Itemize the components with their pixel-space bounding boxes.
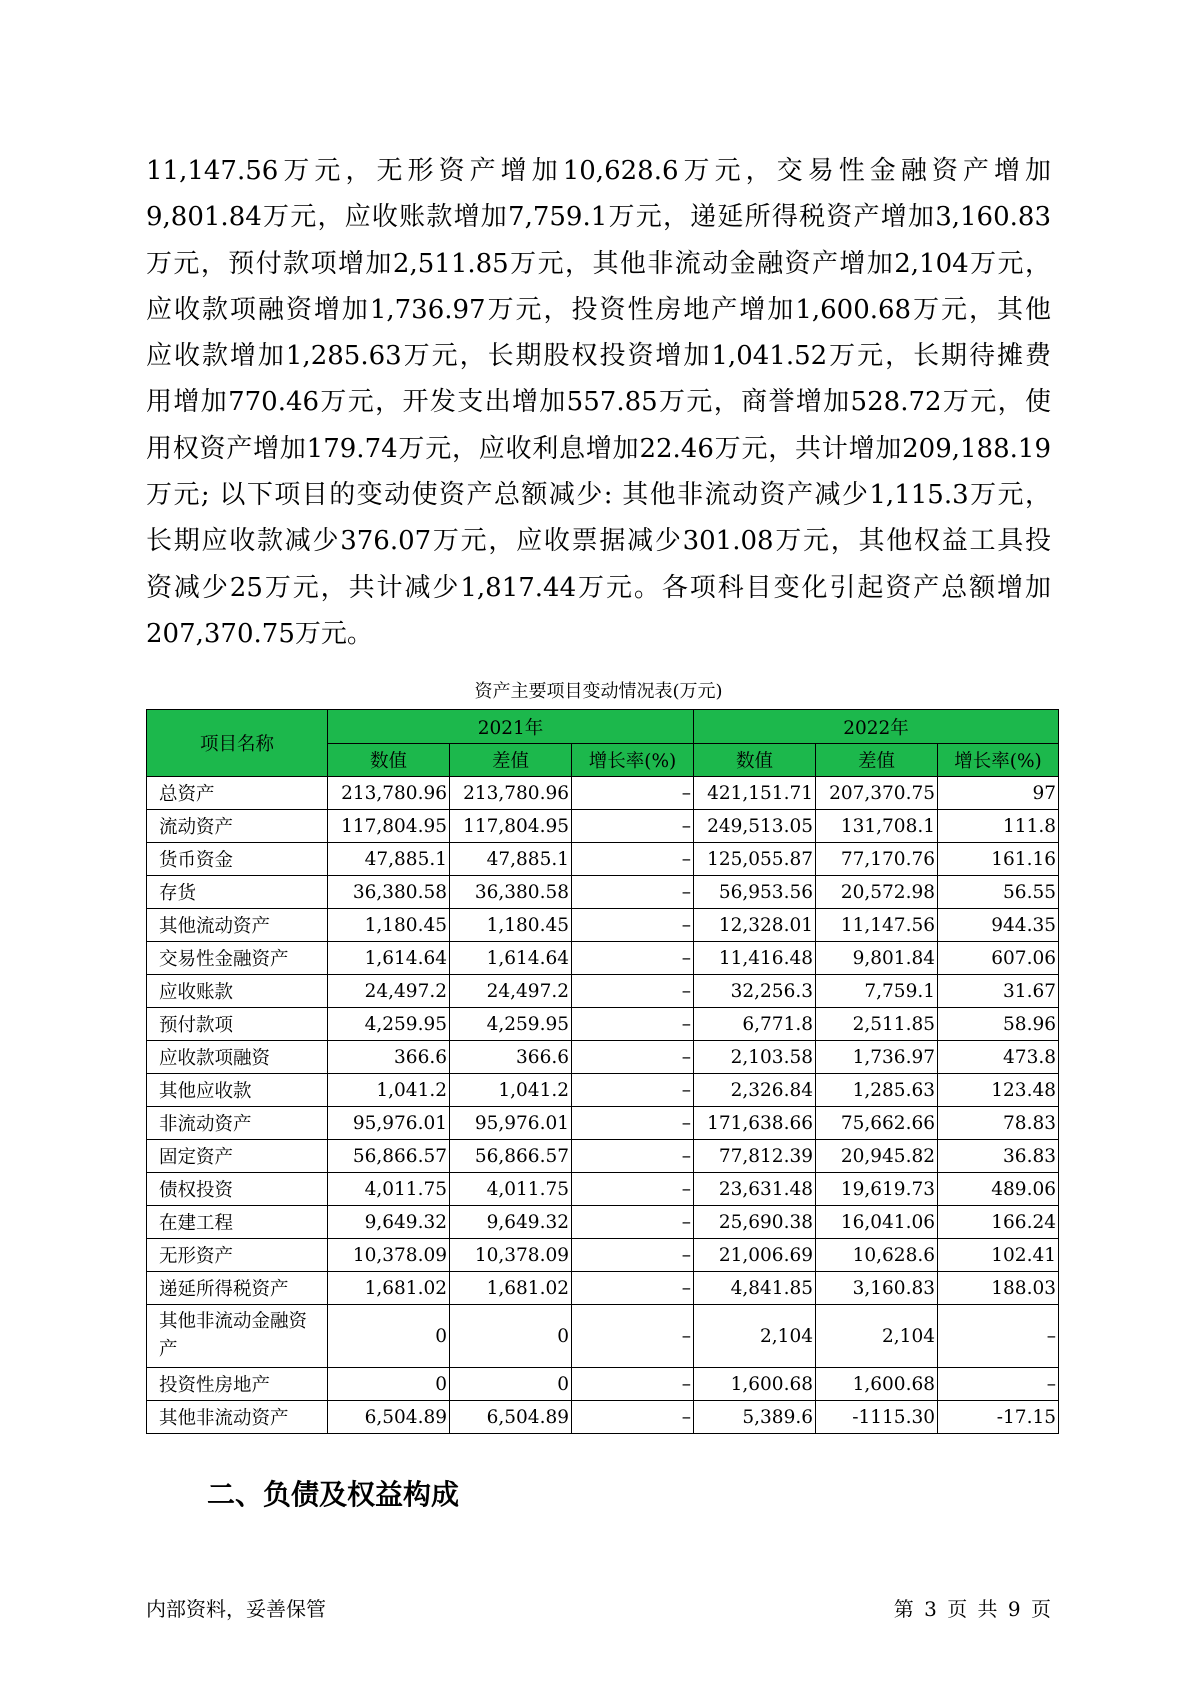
table-cell-value: 2,326.84 (694, 1074, 816, 1107)
table-cell-value: – (572, 876, 694, 909)
table-row (147, 777, 1059, 810)
table-cell-value: – (572, 1401, 694, 1434)
footer-confidential-note: 内部资料，妥善保管 (146, 1597, 326, 1621)
table-cell-value: 10,378.09 (450, 1239, 572, 1272)
table-row (147, 1107, 1059, 1140)
table-cell-value: 421,151.71 (694, 777, 816, 810)
table-cell-value: 11,147.56 (816, 909, 938, 942)
table-cell-value: 1,614.64 (450, 942, 572, 975)
table-cell-value: 207,370.75 (816, 777, 938, 810)
table-cell-value: 21,006.69 (694, 1239, 816, 1272)
table-cell-value: 1,681.02 (450, 1272, 572, 1305)
table-cell-item-name: 应收账款 (147, 975, 328, 1008)
table-cell-value: 10,628.6 (816, 1239, 938, 1272)
table-cell-value: – (572, 1239, 694, 1272)
table-cell-value: 2,104 (694, 1305, 816, 1368)
table-cell-item-name: 非流动资产 (147, 1107, 328, 1140)
table-cell-value: – (572, 1206, 694, 1239)
subheader-value-2022: 数值 (694, 744, 816, 777)
table-cell-value: – (572, 909, 694, 942)
table-cell-value: 166.24 (938, 1206, 1059, 1239)
table-cell-value: 102.41 (938, 1239, 1059, 1272)
table-cell-value: 24,497.2 (450, 975, 572, 1008)
table-cell-value: 1,180.45 (450, 909, 572, 942)
table-cell-value: 3,160.83 (816, 1272, 938, 1305)
subheader-rate-2022: 增长率(%) (938, 744, 1059, 777)
table-cell-value: 0 (450, 1368, 572, 1401)
table-cell-value: 1,736.97 (816, 1041, 938, 1074)
table-cell-value: 0 (328, 1305, 450, 1368)
table-cell-value: 366.6 (450, 1041, 572, 1074)
table-cell-value: 117,804.95 (328, 810, 450, 843)
table-row (147, 1008, 1059, 1041)
table-cell-value: 4,011.75 (328, 1173, 450, 1206)
table-cell-value: 2,103.58 (694, 1041, 816, 1074)
table-cell-item-name: 其他应收款 (147, 1074, 328, 1107)
table-cell-value: – (572, 777, 694, 810)
table-cell-value: – (572, 942, 694, 975)
table-cell-item-name: 交易性金融资产 (147, 942, 328, 975)
table-row (147, 1206, 1059, 1239)
table-cell-value: 9,801.84 (816, 942, 938, 975)
table-cell-value: 188.03 (938, 1272, 1059, 1305)
table-cell-value: 1,681.02 (328, 1272, 450, 1305)
table-cell-value: 36,380.58 (450, 876, 572, 909)
paragraph-line: 长期应收款减少376.07万元，应收票据减少301.08万元，其他权益工具投 (146, 526, 1051, 557)
table-cell-value: 944.35 (938, 909, 1059, 942)
table-cell-value: 32,256.3 (694, 975, 816, 1008)
table-row (147, 876, 1059, 909)
table-cell-value: – (572, 1140, 694, 1173)
table-cell-value: 5,389.6 (694, 1401, 816, 1434)
table-row (147, 1368, 1059, 1401)
table-cell-value: 171,638.66 (694, 1107, 816, 1140)
paragraph-line: 应收款增加1,285.63万元，长期股权投资增加1,041.52万元，长期待摊费 (146, 341, 1051, 372)
table-cell-value: 1,614.64 (328, 942, 450, 975)
paragraph-line: 用增加770.46万元，开发支出增加557.85万元，商誉增加528.72万元，使 (146, 387, 1051, 418)
header-year-2022: 2022年 (694, 710, 1059, 744)
table-cell-item-name: 货币资金 (147, 843, 328, 876)
table-cell-value: 10,378.09 (328, 1239, 450, 1272)
table-cell-value: 123.48 (938, 1074, 1059, 1107)
table-cell-value: -1115.30 (816, 1401, 938, 1434)
table-caption: 资产主要项目变动情况表(万元) (474, 681, 723, 702)
table-row (147, 810, 1059, 843)
table-cell-value: 47,885.1 (450, 843, 572, 876)
table-cell-item-name: 总资产 (147, 777, 328, 810)
table-cell-value: – (938, 1305, 1059, 1368)
table-cell-item-name: 其他非流动金融资产 (147, 1305, 328, 1368)
table-cell-item-name: 固定资产 (147, 1140, 328, 1173)
table-cell-value: 4,841.85 (694, 1272, 816, 1305)
table-cell-value: 1,180.45 (328, 909, 450, 942)
table-cell-value: 31.67 (938, 975, 1059, 1008)
table-cell-value: – (572, 1272, 694, 1305)
table-cell-value: 489.06 (938, 1173, 1059, 1206)
table-cell-value: 2,511.85 (816, 1008, 938, 1041)
table-row (147, 975, 1059, 1008)
table-cell-value: 56,866.57 (450, 1140, 572, 1173)
table-cell-value: 1,041.2 (328, 1074, 450, 1107)
table-cell-value: – (572, 975, 694, 1008)
table-cell-value: 11,416.48 (694, 942, 816, 975)
table-cell-value: – (572, 843, 694, 876)
table-cell-value: 131,708.1 (816, 810, 938, 843)
table-cell-value: -17.15 (938, 1401, 1059, 1434)
table-cell-value: 111.8 (938, 810, 1059, 843)
paragraph-line: 用权资产增加179.74万元，应收利息增加22.46万元，共计增加209,188.19 (146, 433, 1051, 464)
table-cell-item-name: 无形资产 (147, 1239, 328, 1272)
table-row (147, 1140, 1059, 1173)
body-paragraph (146, 148, 1051, 657)
table-cell-value: 607.06 (938, 942, 1059, 975)
table-cell-value: 4,011.75 (450, 1173, 572, 1206)
table-cell-value: 75,662.66 (816, 1107, 938, 1140)
table-cell-value: 58.96 (938, 1008, 1059, 1041)
table-cell-value: 1,285.63 (816, 1074, 938, 1107)
table-cell-value: 24,497.2 (328, 975, 450, 1008)
table-cell-value: 23,631.48 (694, 1173, 816, 1206)
table-cell-value: 0 (450, 1305, 572, 1368)
table-cell-value: 6,504.89 (450, 1401, 572, 1434)
subheader-value-2021: 数值 (328, 744, 450, 777)
table-cell-value: – (572, 1041, 694, 1074)
paragraph-line: 应收款项融资增加1,736.97万元，投资性房地产增加1,600.68万元，其他 (146, 294, 1051, 325)
paragraph-line: 资减少25万元，共计减少1,817.44万元。各项科目变化引起资产总额增加 (146, 572, 1051, 603)
table-cell-value: 12,328.01 (694, 909, 816, 942)
table-cell-value: – (572, 810, 694, 843)
paragraph-line: 万元; 以下项目的变动使资产总额减少: 其他非流动资产减少1,115.3万元， (146, 480, 1051, 511)
table-cell-value: – (572, 1173, 694, 1206)
table-cell-value: 56,866.57 (328, 1140, 450, 1173)
table-cell-item-name: 预付款项 (147, 1008, 328, 1041)
table-cell-value: 1,600.68 (694, 1368, 816, 1401)
table-row (147, 1041, 1059, 1074)
table-cell-item-name: 债权投资 (147, 1173, 328, 1206)
table-cell-value: 249,513.05 (694, 810, 816, 843)
paragraph-line: 9,801.84万元，应收账款增加7,759.1万元，递延所得税资产增加3,160.83 (146, 202, 1051, 233)
table-row (147, 843, 1059, 876)
table-row (147, 1173, 1059, 1206)
table-row (147, 1401, 1059, 1434)
paragraph-line: 207,370.75万元。 (146, 618, 373, 649)
table-cell-value: 6,504.89 (328, 1401, 450, 1434)
table-cell-value: 9,649.32 (328, 1206, 450, 1239)
table-cell-item-name: 递延所得税资产 (147, 1272, 328, 1305)
table-cell-value: 78.83 (938, 1107, 1059, 1140)
table-row (147, 1305, 1059, 1368)
table-cell-value: – (572, 1008, 694, 1041)
table-cell-value: – (572, 1107, 694, 1140)
table-cell-value: 6,771.8 (694, 1008, 816, 1041)
table-cell-item-name: 存货 (147, 876, 328, 909)
table-row (147, 1074, 1059, 1107)
table-cell-value: 95,976.01 (328, 1107, 450, 1140)
table-cell-item-name: 在建工程 (147, 1206, 328, 1239)
table-row (147, 1239, 1059, 1272)
subheader-rate-2021: 增长率(%) (572, 744, 694, 777)
table-cell-value: 19,619.73 (816, 1173, 938, 1206)
table-cell-value: 16,041.06 (816, 1206, 938, 1239)
table-cell-value: 1,041.2 (450, 1074, 572, 1107)
table-cell-item-name: 流动资产 (147, 810, 328, 843)
table-cell-value: 47,885.1 (328, 843, 450, 876)
table-cell-value: 20,572.98 (816, 876, 938, 909)
table-cell-value: 56,953.56 (694, 876, 816, 909)
table-cell-value: 77,812.39 (694, 1140, 816, 1173)
table-cell-value: 0 (328, 1368, 450, 1401)
table-cell-item-name: 投资性房地产 (147, 1368, 328, 1401)
table-cell-value: 117,804.95 (450, 810, 572, 843)
table-cell-value: 36,380.58 (328, 876, 450, 909)
paragraph-line: 11,147.56万元，无形资产增加10,628.6万元，交易性金融资产增加 (146, 156, 1051, 186)
table-cell-item-name: 其他流动资产 (147, 909, 328, 942)
table-cell-value: 77,170.76 (816, 843, 938, 876)
subheader-diff-2022: 差值 (816, 744, 938, 777)
table-cell-value: – (938, 1368, 1059, 1401)
table-cell-value: 473.8 (938, 1041, 1059, 1074)
table-cell-value: 25,690.38 (694, 1206, 816, 1239)
table-cell-value: 125,055.87 (694, 843, 816, 876)
asset-change-table (146, 709, 1059, 1434)
table-cell-value: 36.83 (938, 1140, 1059, 1173)
table-cell-value: 9,649.32 (450, 1206, 572, 1239)
table-cell-value: 4,259.95 (450, 1008, 572, 1041)
table-cell-value: 97 (938, 777, 1059, 810)
table-cell-value: 213,780.96 (328, 777, 450, 810)
table-cell-value: 20,945.82 (816, 1140, 938, 1173)
table-cell-item-name: 应收款项融资 (147, 1041, 328, 1074)
table-cell-value: – (572, 1368, 694, 1401)
table-cell-value: 56.55 (938, 876, 1059, 909)
table-cell-value: 4,259.95 (328, 1008, 450, 1041)
footer-page-number: 第 3 页 共 9 页 (893, 1597, 1051, 1621)
table-cell-value: 95,976.01 (450, 1107, 572, 1140)
header-item-name: 项目名称 (147, 710, 328, 777)
table-cell-value: – (572, 1305, 694, 1368)
table-row (147, 942, 1059, 975)
table-cell-value: 161.16 (938, 843, 1059, 876)
table-cell-value: 1,600.68 (816, 1368, 938, 1401)
table-cell-item-name: 其他非流动资产 (147, 1401, 328, 1434)
paragraph-line: 万元，预付款项增加2,511.85万元，其他非流动金融资产增加2,104万元， (146, 248, 1051, 279)
table-row (147, 909, 1059, 942)
table-cell-value: 2,104 (816, 1305, 938, 1368)
section-heading: 二、负债及权益构成 (207, 1478, 460, 1511)
subheader-diff-2021: 差值 (450, 744, 572, 777)
table-cell-value: 213,780.96 (450, 777, 572, 810)
header-year-2021: 2021年 (328, 710, 694, 744)
table-cell-value: – (572, 1074, 694, 1107)
table-cell-value: 7,759.1 (816, 975, 938, 1008)
table-row (147, 1272, 1059, 1305)
table-cell-value: 366.6 (328, 1041, 450, 1074)
